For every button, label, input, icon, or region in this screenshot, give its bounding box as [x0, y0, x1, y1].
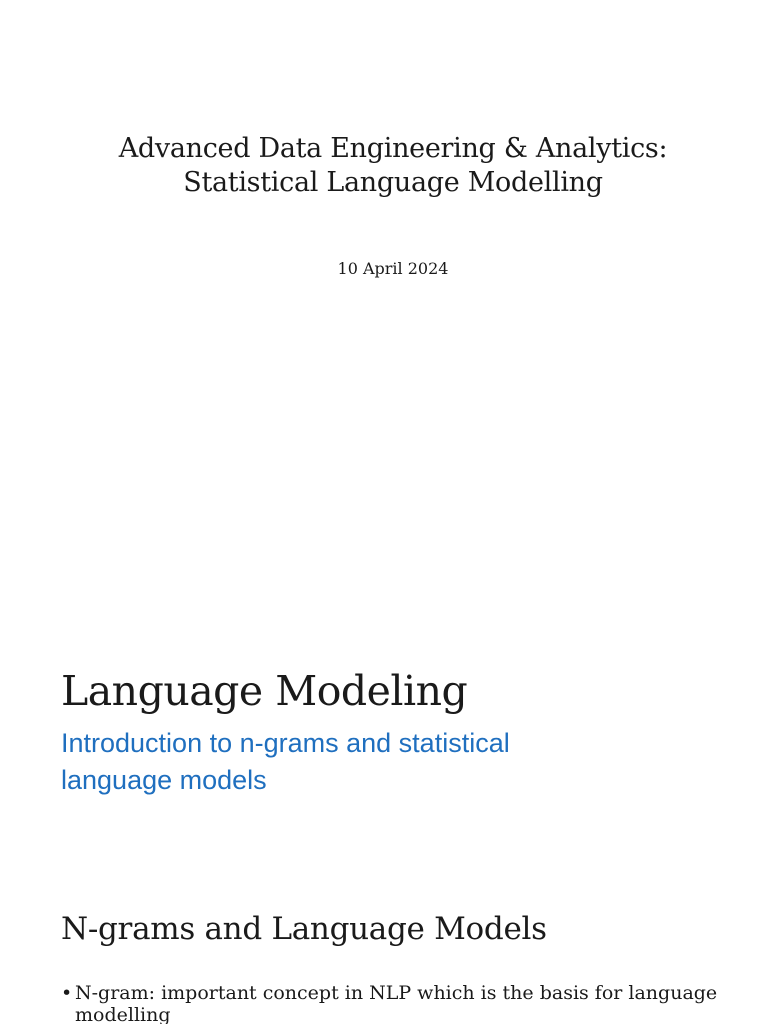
bullet-text-line1: N-gram: important concept in NLP which is the basis for language	[75, 982, 718, 1004]
slide2-subtitle	[61, 725, 661, 799]
bullet-text	[75, 982, 741, 1024]
slide1-title-line2: Statistical Language Modelling	[183, 167, 603, 198]
slide2-subtitle-line2: language models	[61, 765, 267, 795]
bullet-text-line2: modelling	[75, 1004, 171, 1024]
slide1-title	[0, 132, 768, 200]
slide3-bullet-list	[61, 982, 741, 1024]
slide1-date: 10 April 2024	[337, 259, 449, 278]
slide2-title: Language Modeling	[61, 667, 468, 715]
slide3-title: N-grams and Language Models	[61, 911, 547, 947]
slide1-title-line1: Advanced Data Engineering & Analytics:	[118, 133, 668, 164]
bullet-marker: •	[61, 982, 73, 1004]
slide2-subtitle-line1: Introduction to n-grams and statistical	[61, 728, 510, 758]
list-item	[61, 982, 741, 1024]
